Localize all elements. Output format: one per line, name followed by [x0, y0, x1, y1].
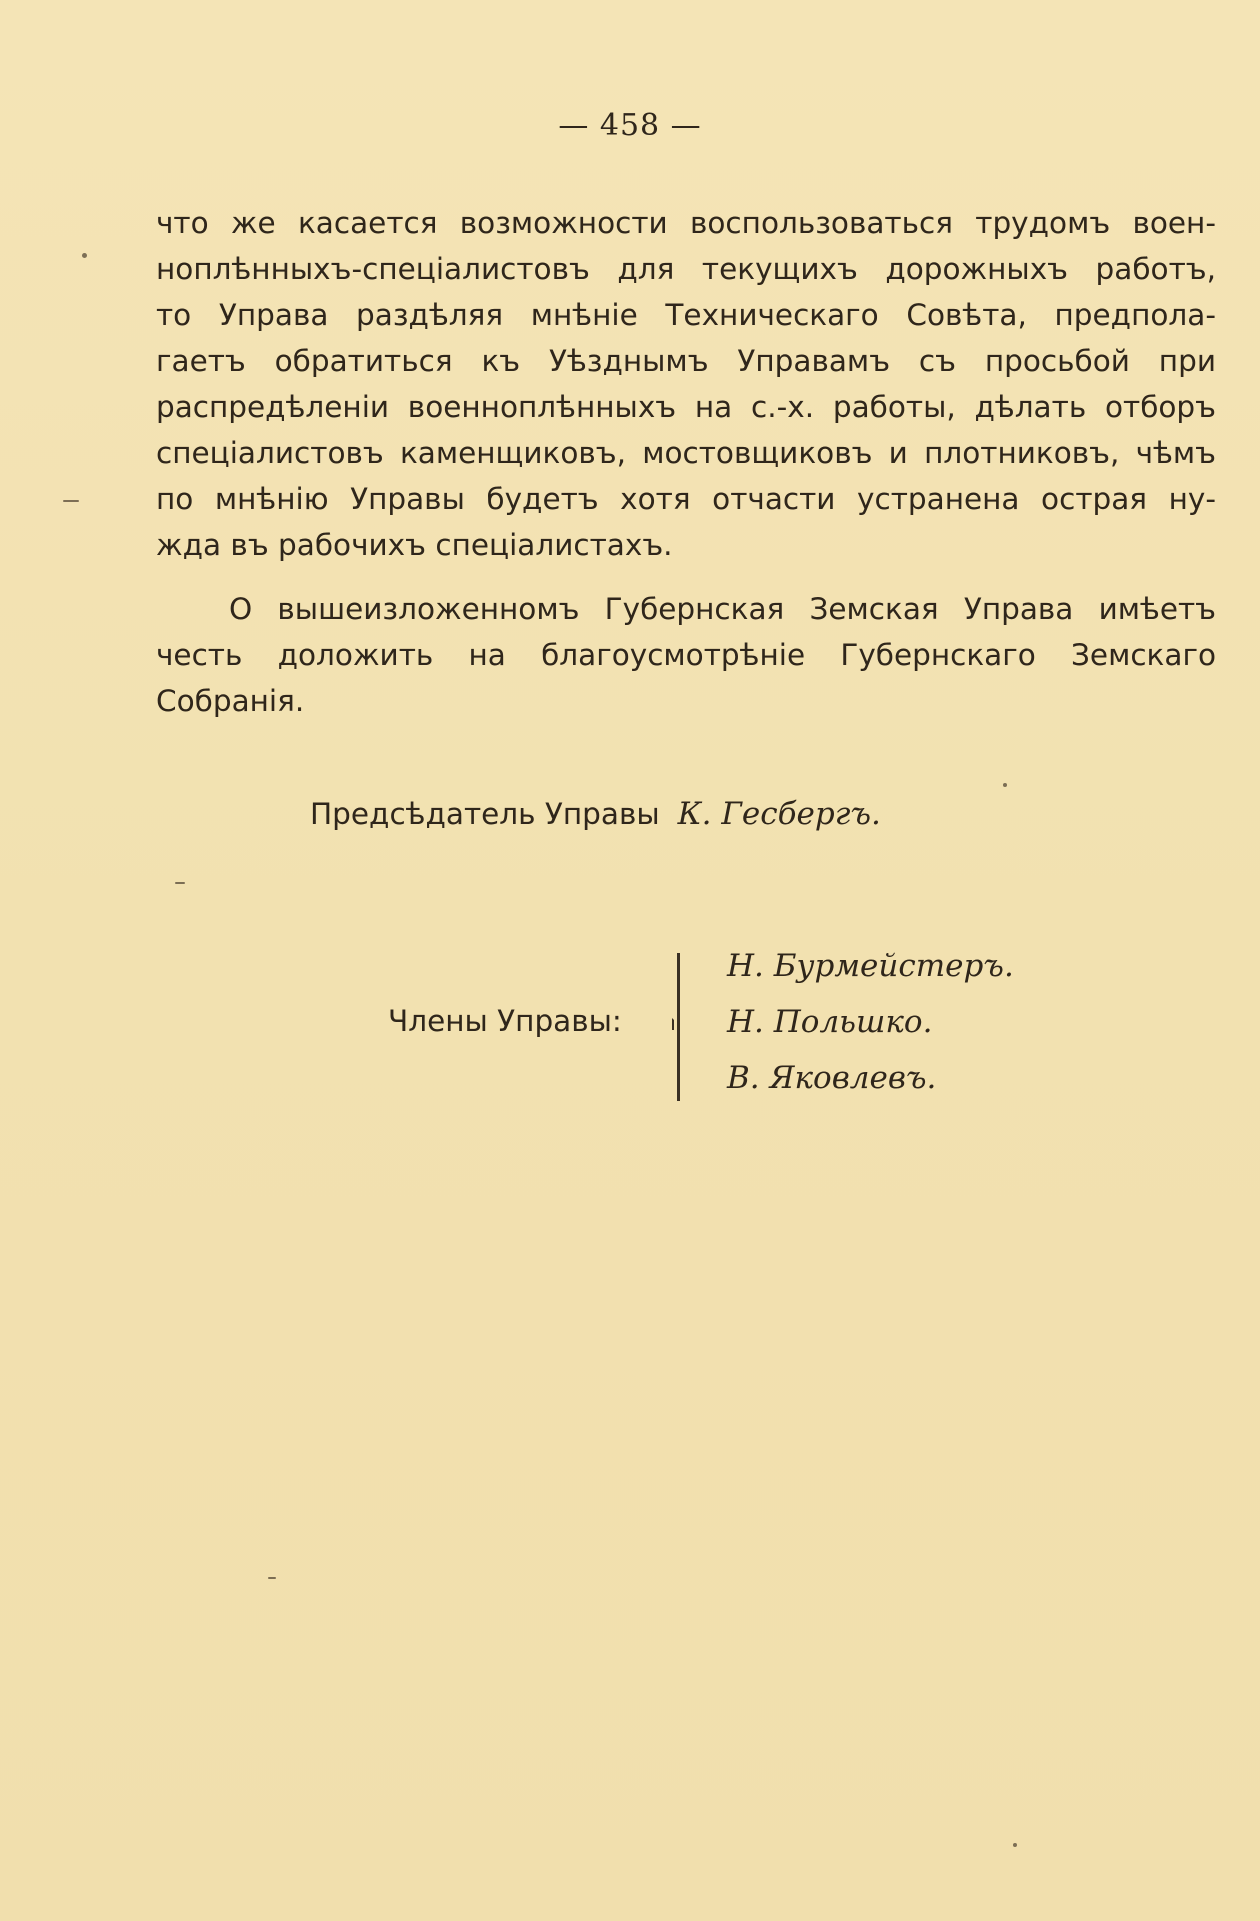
- text-line: ноплѣнныхъ-спецiалистовъ для текущихъ дорожныхъ работъ,: [156, 252, 1216, 286]
- text-line: О вышеизложенномъ Губернская Земская Управа имѣетъ: [229, 592, 1216, 626]
- paragraph-1: [156, 200, 1216, 568]
- text-line: что же касается возможности воспользоваться трудомъ воен-: [156, 206, 1216, 240]
- text-line: то Управа раздѣляя мнѣнiе Техническаго Совѣта, предпола-: [156, 298, 1216, 332]
- paper-speck: [1003, 783, 1007, 787]
- body-text: [156, 200, 1216, 724]
- paper-speck: [82, 253, 87, 258]
- paper-speck: [63, 500, 79, 502]
- members-label: Члены Управы:: [388, 1004, 622, 1038]
- text-line: по мнѣнiю Управы будетъ хотя отчасти устранена острая ну-: [156, 482, 1216, 516]
- member-name: Н. Польшко.: [727, 1004, 933, 1040]
- text-line: жда въ рабочихъ спецiалистахъ.: [156, 528, 673, 562]
- text-line: Собранiя.: [156, 684, 305, 718]
- text-line: спецiалистовъ каменщиковъ, мостовщиковъ и плотниковъ, чѣмъ: [156, 436, 1216, 470]
- chairman-signature-line: [310, 796, 881, 832]
- paragraph-2: [156, 586, 1216, 724]
- text-line: распредѣленiи военноплѣнныхъ на с.-х. работы, дѣлать отборъ: [156, 390, 1216, 424]
- paper-speck: [268, 1577, 276, 1579]
- members-brace-tick: [672, 1018, 680, 1030]
- member-name: В. Яковлевъ.: [727, 1060, 937, 1096]
- paper-speck: [175, 882, 185, 884]
- chairman-label: Предсѣдатель Управы: [310, 797, 660, 831]
- page-number: — 458 —: [558, 108, 702, 143]
- text-line: честь доложить на благоусмотрѣнiе Губернскаго Земскаго: [156, 638, 1216, 672]
- text-line: гаетъ обратиться къ Уѣзднымъ Управамъ съ просьбой при: [156, 344, 1216, 378]
- paper-speck: [1013, 1843, 1017, 1847]
- chairman-signature: К. Гесбергъ.: [677, 796, 881, 832]
- member-name: Н. Бурмейстеръ.: [727, 948, 1014, 984]
